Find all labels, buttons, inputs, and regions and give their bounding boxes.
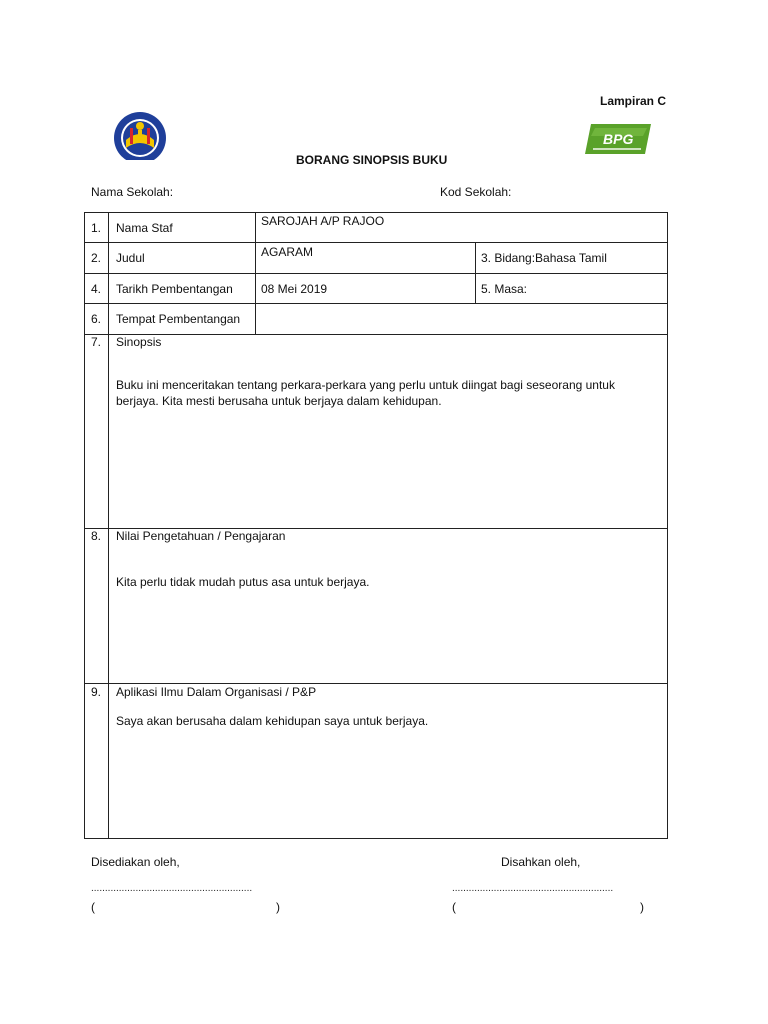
nilai-label: Nilai Pengetahuan / Pengajaran (116, 529, 286, 543)
signature-line-right: .......................................................... (452, 883, 614, 894)
col-divider (255, 213, 256, 334)
nama-staf-label: Nama Staf (116, 221, 173, 235)
name-paren-close-right: ) (640, 900, 644, 914)
row-divider (85, 334, 667, 335)
tarikh-label: Tarikh Pembentangan (116, 282, 233, 296)
disahkan-label: Disahkan oleh, (501, 855, 581, 869)
bpg-logo-text: BPG (603, 131, 634, 147)
row-divider (85, 273, 667, 274)
sinopsis-label: Sinopsis (116, 335, 162, 349)
row-number: 1. (91, 221, 102, 235)
nilai-body: Kita perlu tidak mudah putus asa untuk berjaya. (116, 575, 370, 589)
sinopsis-body: Buku ini menceritakan tentang perkara-perkara yang perlu untuk diingat bagi seseorang untuk berjaya. Kita mesti berusaha untuk berjaya dalam kehidupan. (116, 378, 615, 408)
name-paren-open-right: ( (452, 900, 456, 914)
nama-sekolah-label: Nama Sekolah: (91, 185, 174, 199)
tarikh-value: 08 Mei 2019 (261, 282, 328, 296)
bpg-logo (585, 122, 651, 156)
signature-line-left: .......................................................... (91, 883, 253, 894)
judul-label: Judul (116, 251, 145, 265)
row-number: 7. (91, 335, 102, 349)
row-number: 4. (91, 282, 102, 296)
row-divider (85, 303, 667, 304)
name-paren-close-left: ) (276, 900, 280, 914)
bidang-field: 3. Bidang:Bahasa Tamil (481, 251, 607, 265)
masa-field: 5. Masa: (481, 282, 528, 296)
form-title: BORANG SINOPSIS BUKU (296, 153, 448, 167)
row-number: 8. (91, 529, 102, 543)
col-divider (475, 242, 476, 303)
col-divider (108, 213, 109, 838)
disediakan-label: Disediakan oleh, (91, 855, 180, 869)
name-paren-open-left: ( (91, 900, 95, 914)
synopsis-form-table (84, 212, 668, 839)
nama-staf-value: SAROJAH A/P RAJOO (261, 214, 385, 228)
row-divider (85, 242, 667, 243)
ministry-logo (106, 108, 174, 168)
lampiran-label: Lampiran C (600, 94, 667, 108)
row-number: 6. (91, 312, 102, 326)
aplikasi-label: Aplikasi Ilmu Dalam Organisasi / P&P (116, 685, 317, 699)
kod-sekolah-label: Kod Sekolah: (440, 185, 512, 199)
judul-value: AGARAM (261, 245, 314, 259)
row-number: 9. (91, 685, 102, 699)
tempat-label: Tempat Pembentangan (116, 312, 241, 326)
row-divider (85, 683, 667, 684)
row-number: 2. (91, 251, 102, 265)
aplikasi-body: Saya akan berusaha dalam kehidupan saya untuk berjaya. (116, 714, 429, 728)
